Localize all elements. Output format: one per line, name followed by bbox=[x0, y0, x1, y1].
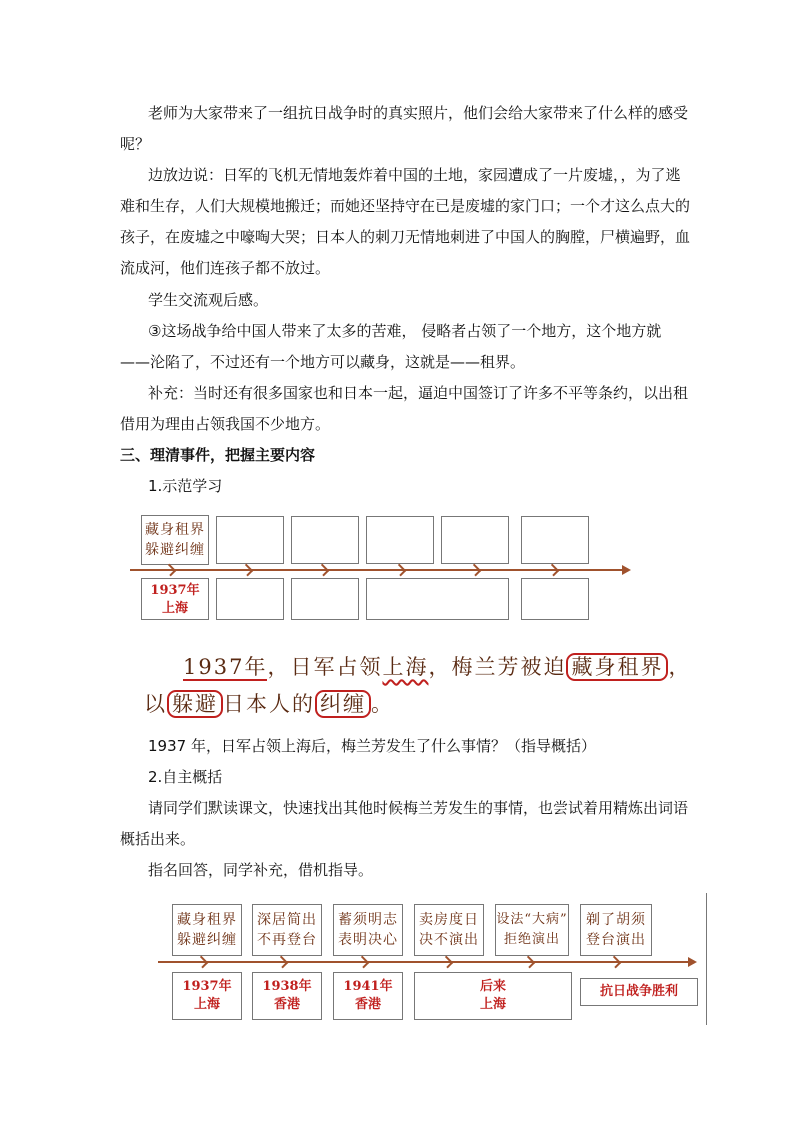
sentence-text: ，梅兰芳被迫 bbox=[428, 655, 567, 679]
timeline-tick bbox=[394, 564, 407, 577]
time-box bbox=[414, 972, 572, 1020]
event-line: 拒绝演出 bbox=[503, 932, 560, 947]
time-box bbox=[252, 972, 322, 1020]
event-box bbox=[252, 904, 322, 956]
empty-time-box bbox=[521, 578, 589, 620]
arrow-head bbox=[622, 565, 631, 575]
divider bbox=[706, 893, 707, 1025]
event-box bbox=[580, 904, 652, 956]
time-place: 香港 bbox=[354, 997, 381, 1012]
empty-event-box bbox=[441, 516, 509, 564]
marked-event: 藏身租界 bbox=[566, 653, 668, 681]
event-line: 躲避纠缠 bbox=[145, 542, 205, 558]
time-place: 上海 bbox=[479, 997, 506, 1012]
empty-time-box bbox=[216, 578, 284, 620]
event-line: 登台演出 bbox=[586, 932, 646, 948]
paragraph-photos: 老师为大家带来了一组抗日战争时的真实照片，他们会给大家带来了什么样的感受呢？ bbox=[120, 104, 689, 153]
time-place: 上海 bbox=[193, 997, 220, 1012]
time-year: 后来 bbox=[479, 979, 506, 994]
event-line: 设法“大病” bbox=[496, 912, 568, 927]
timeline-tick bbox=[523, 956, 536, 969]
time-box-1 bbox=[141, 578, 209, 620]
timeline-tick bbox=[196, 956, 209, 969]
time-place: 上海 bbox=[161, 601, 188, 616]
time-place: 香港 bbox=[273, 997, 300, 1012]
section-heading: 三、理清事件，把握主要内容 bbox=[120, 446, 316, 464]
event-line: 藏身租界 bbox=[145, 522, 205, 538]
empty-time-box bbox=[291, 578, 359, 620]
event-box bbox=[414, 904, 484, 956]
time-box bbox=[333, 972, 403, 1020]
summary-sentence-line1 bbox=[183, 651, 691, 681]
paragraph-narration: 边放边说：日军的飞机无情地轰炸着中国的土地，家园遭成了一片废墟，，为了逃难和生存，人们大规模地搬迁；而她还坚持守在已是废墟的家门口；一个才这么点大的孩子，在废墟之中嚎啕大哭；日本人的刺刀无情地刺进了中国人的胸膛，尸横遍野，血流成河，他们连孩子都不放过。 bbox=[120, 166, 691, 277]
subheading-self: 2.自主概括 bbox=[148, 768, 223, 786]
sentence-text: 。 bbox=[371, 692, 394, 716]
arrow-head bbox=[688, 957, 697, 967]
guiding-question: 1937 年，日军占领上海后，梅兰芳发生了什么事情？（指导概括） bbox=[148, 737, 596, 755]
event-box bbox=[495, 904, 569, 956]
event-line: 藏身租界 bbox=[177, 912, 237, 928]
time-year: 1937年 bbox=[150, 583, 200, 598]
paragraph-discussion: 学生交流观后感。 bbox=[148, 291, 269, 309]
event-line: 躲避纠缠 bbox=[177, 932, 237, 948]
paragraph-supplement: 补充：当时还有很多国家也和日本一起，逼迫中国签订了许多不平等条约，以出租借用为理由占领我国不少地方。 bbox=[120, 384, 689, 433]
empty-event-box bbox=[291, 516, 359, 564]
event-line: 不再登台 bbox=[257, 932, 317, 948]
empty-event-box bbox=[216, 516, 284, 564]
sentence-text: ， bbox=[668, 655, 692, 679]
event-box-1 bbox=[141, 515, 209, 565]
event-line: 剃了胡须 bbox=[586, 912, 646, 928]
event-box bbox=[333, 904, 403, 956]
timeline-tick bbox=[276, 956, 289, 969]
timeline-tick bbox=[469, 564, 482, 577]
empty-time-box bbox=[366, 578, 509, 620]
time-box-victory bbox=[580, 978, 698, 1006]
timeline-tick bbox=[609, 956, 622, 969]
time-year: 抗日战争胜利 bbox=[599, 984, 678, 999]
event-line: 表明决心 bbox=[338, 932, 398, 948]
timeline-tick bbox=[241, 564, 254, 577]
timeline-tick bbox=[441, 956, 454, 969]
time-year: 1941年 bbox=[343, 979, 393, 994]
answer-text: 指名回答，同学补充，借机指导。 bbox=[148, 861, 374, 879]
sentence-text: ，日军占领 bbox=[267, 655, 383, 679]
event-line: 卖房度日 bbox=[419, 912, 479, 928]
empty-event-box bbox=[366, 516, 434, 564]
instruction-text: 请同学们默读课文，快速找出其他时候梅兰芳发生的事情，也尝试着用精炼出词语概括出来。 bbox=[120, 799, 689, 848]
marked-noun: 纠缠 bbox=[315, 690, 371, 718]
empty-event-box bbox=[521, 516, 589, 564]
event-line: 深居简出 bbox=[257, 912, 317, 928]
sentence-text: 以 bbox=[144, 692, 167, 716]
summary-sentence-line2 bbox=[144, 688, 394, 718]
timeline-tick bbox=[357, 956, 370, 969]
time-year: 1937年 bbox=[182, 979, 232, 994]
event-line: 决不演出 bbox=[419, 932, 479, 948]
marked-place: 上海 bbox=[382, 655, 429, 679]
timeline-tick bbox=[547, 564, 560, 577]
paragraph-concession: ③这场战争给中国人带来了太多的苦难， 侵略者占领了一个地方，这个地方就——沦陷了，不过还有一个地方可以藏身，这就是——租界。 bbox=[120, 322, 662, 371]
subheading-demo: 1.示范学习 bbox=[148, 477, 223, 495]
event-line: 蓄须明志 bbox=[338, 912, 398, 928]
timeline-tick bbox=[317, 564, 330, 577]
time-box bbox=[172, 972, 242, 1020]
marked-verb: 躲避 bbox=[167, 690, 223, 718]
marked-year: 1937年 bbox=[183, 655, 268, 679]
event-box bbox=[172, 904, 242, 956]
sentence-text: 日本人的 bbox=[223, 692, 315, 716]
time-year: 1938年 bbox=[262, 979, 312, 994]
timeline-tick bbox=[164, 564, 177, 577]
